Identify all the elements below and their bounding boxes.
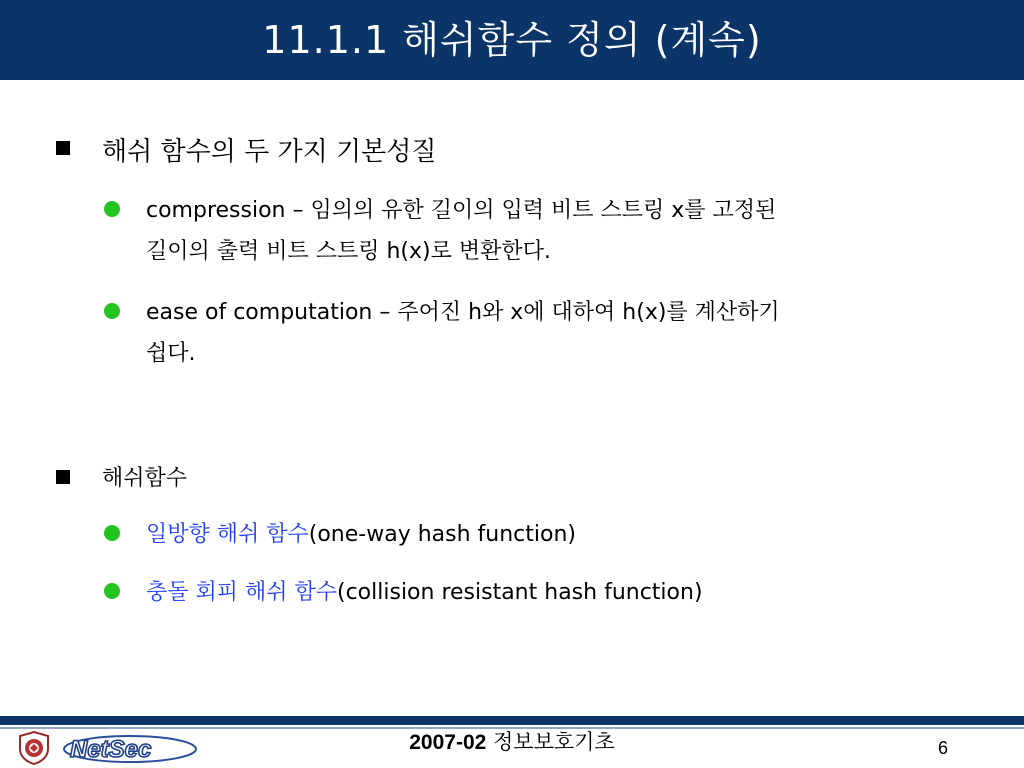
bullet-item-compression bbox=[104, 190, 984, 272]
green-bullet-icon bbox=[104, 303, 120, 319]
highlight-term: 일방향 해쉬 함수 bbox=[146, 522, 309, 547]
item-line-1: compression – 임의의 유한 길이의 입력 비트 스트링 x를 고정된 bbox=[146, 198, 777, 223]
square-bullet-icon bbox=[56, 141, 70, 155]
highlight-term: 충돌 회피 해쉬 함수 bbox=[146, 580, 337, 605]
term-description: (one-way hash function) bbox=[308, 522, 576, 547]
heading-text: 해쉬함수 bbox=[102, 466, 188, 491]
bullet-item-one-way bbox=[104, 514, 984, 555]
slide-title: 11.1.1 해쉬함수 정의 (계속) bbox=[262, 18, 762, 62]
item-line-2: 쉽다. bbox=[146, 341, 196, 366]
green-bullet-icon bbox=[104, 583, 120, 599]
footer-course-name: 정보보호기초 bbox=[493, 730, 615, 754]
green-bullet-icon bbox=[104, 525, 120, 541]
logo-text: NetSec bbox=[70, 736, 152, 763]
square-bullet-icon bbox=[56, 470, 70, 484]
bullet-item-collision-resistant bbox=[104, 572, 984, 613]
bullet-item-ease-of-computation bbox=[104, 292, 984, 374]
footer-course bbox=[0, 726, 1024, 756]
bullet-heading-hash-function bbox=[56, 461, 187, 492]
item-line-1: ease of computation – 주어진 h와 x에 대하여 h(x)를 계산하기 bbox=[146, 300, 780, 325]
item-text bbox=[146, 572, 984, 613]
page-number: 6 bbox=[937, 738, 948, 758]
bullet-heading-properties bbox=[56, 131, 436, 168]
heading-text: 해쉬 함수의 두 가지 기본성질 bbox=[102, 137, 437, 167]
green-bullet-icon bbox=[104, 201, 120, 217]
term-description: (collision resistant hash function) bbox=[337, 580, 703, 605]
footer-year: 2007-02 bbox=[409, 731, 487, 754]
item-text bbox=[146, 514, 984, 555]
item-line-2: 길이의 출력 비트 스트링 h(x)로 변환한다. bbox=[146, 239, 551, 264]
footer-divider bbox=[0, 716, 1024, 725]
